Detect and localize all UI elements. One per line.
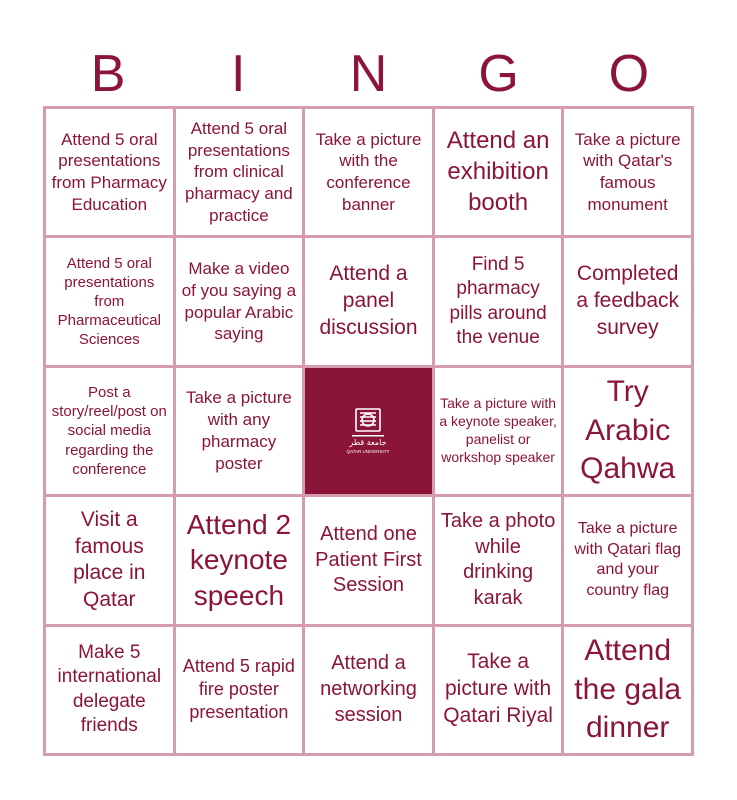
bingo-cell[interactable] — [305, 497, 432, 623]
bingo-cell[interactable] — [176, 109, 303, 235]
bingo-letter-g: G — [478, 45, 519, 103]
bingo-cell[interactable] — [435, 497, 562, 623]
bingo-cell[interactable] — [46, 368, 173, 494]
bingo-cell[interactable] — [564, 109, 691, 235]
bingo-cell-label: Take a picture with any pharmacy poster — [185, 388, 292, 473]
bingo-header — [43, 44, 694, 104]
bingo-cell-label: Attend 5 oral presentations from clinical pharmacy and practice — [185, 118, 293, 225]
bingo-cell-label: Attend a panel discussion — [319, 262, 418, 340]
bingo-cell-label: Attend 5 oral presentations from Pharmaceutical Sciences — [57, 254, 161, 349]
bingo-cell[interactable] — [305, 238, 432, 364]
bingo-cell[interactable] — [435, 238, 562, 364]
bingo-cell-label: Try Arabic Qahwa — [580, 375, 676, 486]
bingo-cell[interactable] — [176, 627, 303, 753]
bingo-cell[interactable] — [46, 627, 173, 753]
bingo-cell[interactable] — [564, 627, 691, 753]
bingo-letter-b: B — [90, 45, 126, 103]
bingo-cell[interactable] — [176, 497, 303, 623]
bingo-cell-label: Make 5 international delegate friends — [57, 642, 162, 737]
bingo-cell-label: Post a story/reel/post on social media regarding the conference — [51, 384, 167, 478]
bingo-cell-label: Take a picture with Qatari flag and your country flag — [574, 520, 682, 599]
bingo-cell[interactable] — [305, 627, 432, 753]
bingo-letter-i: I — [231, 45, 246, 103]
bingo-cell[interactable] — [176, 368, 303, 494]
bingo-cell-label: Attend a networking session — [320, 652, 417, 726]
bingo-cell-label: Attend 5 oral presentations from Pharmacy Education — [51, 129, 167, 214]
bingo-cell-label: Take a picture with the conference banner — [315, 129, 422, 214]
bingo-cell[interactable] — [435, 627, 562, 753]
bingo-cell-label: Attend the gala dinner — [574, 634, 682, 744]
bingo-cell[interactable] — [46, 497, 173, 623]
bingo-cell[interactable] — [564, 238, 691, 364]
bingo-cell-label: Attend one Patient First Session — [315, 522, 422, 597]
bingo-cell-label: Attend 2 keynote speech — [186, 508, 292, 612]
bingo-cell-label: Take a picture with a keynote speaker, panelist or workshop speaker — [439, 395, 557, 465]
bingo-cell-label: Attend an exhibition booth — [446, 127, 550, 216]
bingo-cell[interactable] — [435, 368, 562, 494]
bingo-cell-label: Take a photo while drinking karak — [440, 510, 556, 609]
bingo-cell[interactable] — [305, 109, 432, 235]
bingo-cell[interactable] — [176, 238, 303, 364]
bingo-cell[interactable] — [564, 497, 691, 623]
free-space-logo-cell[interactable] — [305, 368, 432, 494]
bingo-cell-label: Find 5 pharmacy pills around the venue — [449, 253, 547, 348]
bingo-cell[interactable] — [46, 238, 173, 364]
bingo-cell-label: Take a picture with Qatari Riyal — [443, 650, 553, 728]
bingo-letter-n: N — [349, 45, 388, 103]
bingo-board — [43, 106, 694, 756]
bingo-cell-label: Completed a feedback survey — [576, 262, 680, 340]
logo-english-label: QATAR UNIVERSITY — [346, 448, 391, 454]
bingo-cell[interactable] — [46, 109, 173, 235]
bingo-cell[interactable] — [564, 368, 691, 494]
bingo-cell-label: Attend 5 rapid fire poster presentation — [182, 656, 295, 723]
bingo-cell-label: Visit a famous place in Qatar — [73, 507, 146, 612]
bingo-cell-label: Take a picture with Qatar's famous monument — [574, 129, 681, 214]
bingo-cell-label: Make a video of you saying a popular Arabic saying — [181, 259, 297, 344]
logo-arabic-label: جامعة قطر — [349, 437, 388, 447]
bingo-letter-o: O — [608, 45, 650, 103]
qatar-university-logo-icon — [338, 401, 398, 461]
bingo-cell[interactable] — [435, 109, 562, 235]
